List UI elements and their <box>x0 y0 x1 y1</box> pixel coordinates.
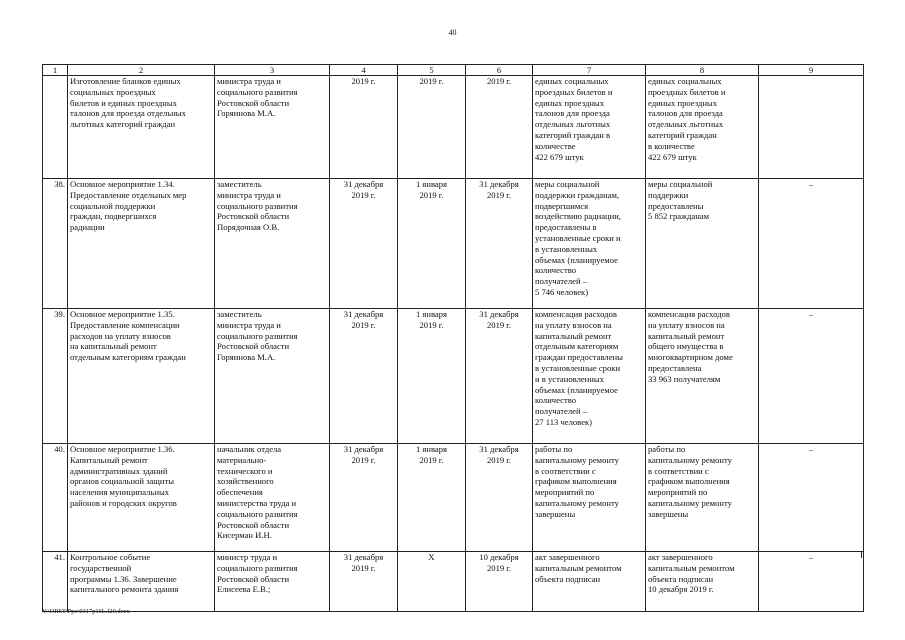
control-date-line: 10 декабря <box>479 552 519 562</box>
expected-result-line: установленные сроки и <box>535 232 621 243</box>
expected-result-line: и в установленных <box>535 373 604 384</box>
column-number: 1 <box>43 65 68 76</box>
expected-result-line: объекта подписан <box>535 573 601 584</box>
start-date <box>330 309 398 444</box>
responsible-executor-line: Горяинова М.А. <box>217 108 276 119</box>
start-date-line: 2019 г. <box>351 562 376 573</box>
expected-result-line: количество <box>535 395 577 406</box>
event-name-line: расходов на уплату взносов <box>70 330 171 341</box>
expected-result-line: воздействию радиации, <box>535 211 621 222</box>
event-name <box>68 552 215 612</box>
actual-result-line: предоставлена <box>648 362 702 373</box>
expected-result-line: проездных билетов и <box>535 86 613 97</box>
expected-result-line: талонов для проезда <box>535 108 610 119</box>
expected-result-line: подвергшимся <box>535 200 589 211</box>
page-number: 40 <box>448 28 457 37</box>
column-number: 3 <box>215 65 330 76</box>
control-date-line: 31 декабря <box>479 179 519 189</box>
responsible-executor-line: министр труда и <box>217 552 278 562</box>
event-name-line: Изготовление бланков единых <box>70 76 181 86</box>
actual-result-line: 10 декабря 2019 г. <box>648 584 714 595</box>
control-date <box>466 179 533 309</box>
actual-result-line: единых социальных <box>648 76 722 86</box>
expected-result-line: компенсация расходов <box>535 309 617 319</box>
actual-result-line: в количестве <box>648 140 695 151</box>
end-date-line: Х <box>428 552 435 562</box>
start-date-line: 31 декабря <box>343 309 384 319</box>
actual-result-line: талонов для проезда <box>648 108 723 119</box>
responsible-executor-line: социального развития <box>217 562 298 573</box>
event-name <box>68 309 215 444</box>
event-name-line: билетов и единых проездных <box>70 97 177 108</box>
actual-result-line: капитальному ремонту <box>648 454 732 465</box>
responsible-executor-line: Ростовской области <box>217 519 290 530</box>
expected-result-line: получателей – <box>535 406 587 417</box>
actual-result-line: отдельных льготных <box>648 119 724 130</box>
table-row <box>43 444 864 552</box>
actual-result-line: поддержки <box>648 189 689 200</box>
control-date-line: 2019 г. <box>486 454 512 465</box>
actual-result-line: капитальному ремонту <box>648 497 732 508</box>
control-date-line: 2019 г. <box>486 562 512 573</box>
event-name-line: населения муниципальных <box>70 487 170 498</box>
responsible-executor <box>215 179 330 309</box>
event-name-line: государственной <box>70 562 132 573</box>
event-name-line: социальных проездных <box>70 86 156 97</box>
expected-result-line: получателей – <box>535 276 587 287</box>
expected-result-line: количество <box>535 265 577 276</box>
expected-result-line: количестве <box>535 140 576 151</box>
column-number: 5 <box>398 65 466 76</box>
event-name-line: органов социальной защиты <box>70 476 175 487</box>
responsible-executor-line: Ростовской области <box>217 341 290 352</box>
expected-result-line: 5 746 человек) <box>535 286 589 297</box>
responsible-executor <box>215 552 330 612</box>
actual-result-line: категорий граждан <box>648 129 717 140</box>
control-date-line: 2019 г. <box>486 189 512 200</box>
event-name <box>68 179 215 309</box>
event-name-line: граждан, подвергшихся <box>70 211 157 222</box>
expected-result-line: капитальным ремонтом <box>535 562 622 573</box>
row-number: 41. <box>43 552 68 612</box>
expected-result-line: единых социальных <box>535 76 609 86</box>
responsible-executor <box>215 309 330 444</box>
responsible-executor-line: материально- <box>217 454 267 465</box>
actual-result <box>646 76 759 179</box>
control-date <box>466 76 533 179</box>
responsible-executor-line: министра труда и <box>217 319 281 330</box>
table-row <box>43 179 864 309</box>
note-line: – <box>808 552 814 562</box>
page-edge-mark <box>861 552 862 558</box>
expected-result-line: категорий граждан в <box>535 129 611 140</box>
event-name-line: программы 1.36. Завершение <box>70 573 177 584</box>
event-name-line: радиации <box>70 222 105 233</box>
actual-result-line: компенсация расходов <box>648 309 730 319</box>
expected-result-line: объемах (планируемое <box>535 254 618 265</box>
responsible-executor-line: Горяинова М.А. <box>217 352 276 363</box>
column-number: 7 <box>533 65 646 76</box>
note <box>759 309 864 444</box>
end-date-line: 1 января <box>415 444 447 454</box>
responsible-executor-line: Ростовской области <box>217 211 290 222</box>
column-number-row <box>43 65 864 76</box>
actual-result <box>646 309 759 444</box>
responsible-executor-line: Порядочная О.В. <box>217 222 280 233</box>
control-date-line: 2019 г. <box>486 76 512 86</box>
actual-result-line: в соответствии с <box>648 465 709 476</box>
expected-result-line: капитальному ремонту <box>535 497 619 508</box>
actual-result <box>646 179 759 309</box>
responsible-executor-line: министра труда и <box>217 189 281 200</box>
event-name <box>68 444 215 552</box>
event-name-line: талонов для проезда отдельных <box>70 108 186 119</box>
responsible-executor-line: социального развития <box>217 508 298 519</box>
actual-result-line: графиком выполнения <box>648 476 730 487</box>
start-date-line: 2019 г. <box>351 454 376 465</box>
event-name-line: на капитальный ремонт <box>70 341 157 352</box>
actual-result-line: завершены <box>648 508 689 519</box>
control-date-line: 31 декабря <box>479 444 519 454</box>
responsible-executor <box>215 444 330 552</box>
event-name-line: Основное мероприятие 1.36. <box>70 444 175 454</box>
end-date <box>398 444 466 552</box>
end-date <box>398 76 466 179</box>
actual-result-line: 33 963 получателям <box>648 373 721 384</box>
expected-result-line: капитальный ремонт <box>535 330 612 341</box>
event-name-line: Контрольное событие <box>70 552 151 562</box>
expected-result-line: 27 113 человек) <box>535 416 593 427</box>
column-number: 8 <box>646 65 759 76</box>
note <box>759 444 864 552</box>
control-date <box>466 552 533 612</box>
expected-result <box>533 309 646 444</box>
start-date <box>330 444 398 552</box>
note-line: – <box>808 309 814 319</box>
event-name-line: Предоставление компенсации <box>70 319 180 330</box>
column-number: 2 <box>68 65 215 76</box>
actual-result-line: меры социальной <box>648 179 713 189</box>
actual-result-line: капитальный ремонт <box>648 330 725 341</box>
table-row <box>43 552 864 612</box>
actual-result-line: 5 852 гражданам <box>648 211 710 222</box>
expected-result-line: поддержки гражданам, <box>535 189 620 200</box>
responsible-executor-line: технического и <box>217 465 273 476</box>
responsible-executor-line: Ростовской области <box>217 573 290 584</box>
note <box>759 76 864 179</box>
expected-result-line: меры социальной <box>535 179 600 189</box>
end-date-line: 2019 г. <box>419 76 444 86</box>
event-name-line: Предоставление отдельных мер <box>70 189 187 200</box>
start-date <box>330 552 398 612</box>
responsible-executor-line: Ростовской области <box>217 97 290 108</box>
start-date-line: 31 декабря <box>343 444 384 454</box>
event-name <box>68 76 215 179</box>
control-date <box>466 444 533 552</box>
responsible-executor-line: министерства труда и <box>217 497 297 508</box>
start-date-line: 2019 г. <box>351 319 376 330</box>
expected-result-line: на уплату взносов на <box>535 319 612 330</box>
responsible-executor-line: социального развития <box>217 200 298 211</box>
end-date-line: 2019 г. <box>419 454 444 465</box>
end-date-line: 2019 г. <box>419 319 444 330</box>
end-date-line: 1 января <box>415 309 447 319</box>
note <box>759 179 864 309</box>
row-number: 38. <box>43 179 68 309</box>
start-date <box>330 76 398 179</box>
expected-result-line: в установленных <box>535 243 598 254</box>
expected-result-line: граждан предоставлены <box>535 352 623 363</box>
event-name-line: Основное мероприятие 1.34. <box>70 179 175 189</box>
actual-result <box>646 444 759 552</box>
responsible-executor-line: Кисерман И.Н. <box>217 530 272 541</box>
responsible-executor-line: обеспечения <box>217 487 263 498</box>
actual-result-line: акт завершенного <box>648 552 713 562</box>
event-name-line: Капитальный ремонт <box>70 454 148 465</box>
row-number: 40. <box>43 444 68 552</box>
event-name-line: социальной поддержки <box>70 200 156 211</box>
end-date-line: 2019 г. <box>419 189 444 200</box>
end-date <box>398 179 466 309</box>
end-date <box>398 309 466 444</box>
row-number <box>43 76 68 179</box>
expected-result-line: отдельных льготных <box>535 119 611 130</box>
actual-result-line: проездных билетов и <box>648 86 726 97</box>
event-name-line: районов и городских округов <box>70 497 177 508</box>
control-date-line: 2019 г. <box>486 319 512 330</box>
event-name-line: капитального ремонта здания <box>70 584 179 595</box>
row-number: 39. <box>43 309 68 444</box>
event-name-line: Основное мероприятие 1.35. <box>70 309 175 319</box>
event-name-line: административных зданий <box>70 465 168 476</box>
expected-result-line: 422 679 штук <box>535 151 584 162</box>
expected-result <box>533 552 646 612</box>
expected-result <box>533 76 646 179</box>
start-date-line: 31 декабря <box>343 552 384 562</box>
responsible-executor-line: социального развития <box>217 330 298 341</box>
responsible-executor-line: заместитель <box>217 309 262 319</box>
actual-result-line: мероприятий по <box>648 487 708 498</box>
start-date-line: 31 декабря <box>343 179 384 189</box>
start-date-line: 2019 г. <box>351 76 376 86</box>
actual-result-line: объекта подписан <box>648 573 714 584</box>
expected-result-line: в соответствии с <box>535 465 596 476</box>
responsible-executor-line: социального развития <box>217 86 298 97</box>
table-row <box>43 76 864 179</box>
table-row <box>43 309 864 444</box>
actual-result-line: единых проездных <box>648 97 717 108</box>
note-line: – <box>808 179 814 189</box>
responsible-executor <box>215 76 330 179</box>
expected-result-line: акт завершенного <box>535 552 600 562</box>
start-date-line: 2019 г. <box>351 189 376 200</box>
end-date-line: 1 января <box>415 179 447 189</box>
column-number: 6 <box>466 65 533 76</box>
note-line: – <box>808 444 814 454</box>
expected-result-line: предоставлены в <box>535 222 597 233</box>
expected-result-line: единых проездных <box>535 97 604 108</box>
actual-result <box>646 552 759 612</box>
expected-result-line: мероприятий по <box>535 487 595 498</box>
responsible-executor-line: начальник отдела <box>217 444 282 454</box>
actual-result-line: 422 679 штук <box>648 151 697 162</box>
control-date-line: 31 декабря <box>479 309 519 319</box>
expected-result-line: отдельным категориям <box>535 341 619 352</box>
actual-result-line: на уплату взносов на <box>648 319 725 330</box>
note <box>759 552 864 612</box>
expected-result-line: завершены <box>535 508 576 519</box>
responsible-executor-line: хозяйственного <box>217 476 274 487</box>
actual-result-line: предоставлены <box>648 200 704 211</box>
expected-result <box>533 179 646 309</box>
column-number: 9 <box>759 65 864 76</box>
events-table <box>42 64 864 612</box>
responsible-executor-line: заместитель <box>217 179 262 189</box>
responsible-executor-line: Елисеева Е.В.; <box>217 584 271 595</box>
column-number: 4 <box>330 65 398 76</box>
actual-result-line: общего имущества в <box>648 341 724 352</box>
expected-result-line: объемах (планируемое <box>535 384 618 395</box>
expected-result <box>533 444 646 552</box>
expected-result-line: в установленные сроки <box>535 362 621 373</box>
actual-result-line: капитальным ремонтом <box>648 562 735 573</box>
responsible-executor-line: министра труда и <box>217 76 281 86</box>
actual-result-line: работы по <box>648 444 686 454</box>
end-date <box>398 552 466 612</box>
file-path-footer: Y:\ORST\Ppo\0317p16L.f20.docx <box>42 608 130 615</box>
control-date <box>466 309 533 444</box>
start-date <box>330 179 398 309</box>
expected-result-line: работы по <box>535 444 573 454</box>
expected-result-line: графиком выполнения <box>535 476 617 487</box>
event-name-line: льготных категорий граждан <box>70 119 176 130</box>
expected-result-line: капитальному ремонту <box>535 454 619 465</box>
actual-result-line: многоквартирном доме <box>648 352 733 363</box>
event-name-line: отдельным категориям граждан <box>70 352 186 363</box>
